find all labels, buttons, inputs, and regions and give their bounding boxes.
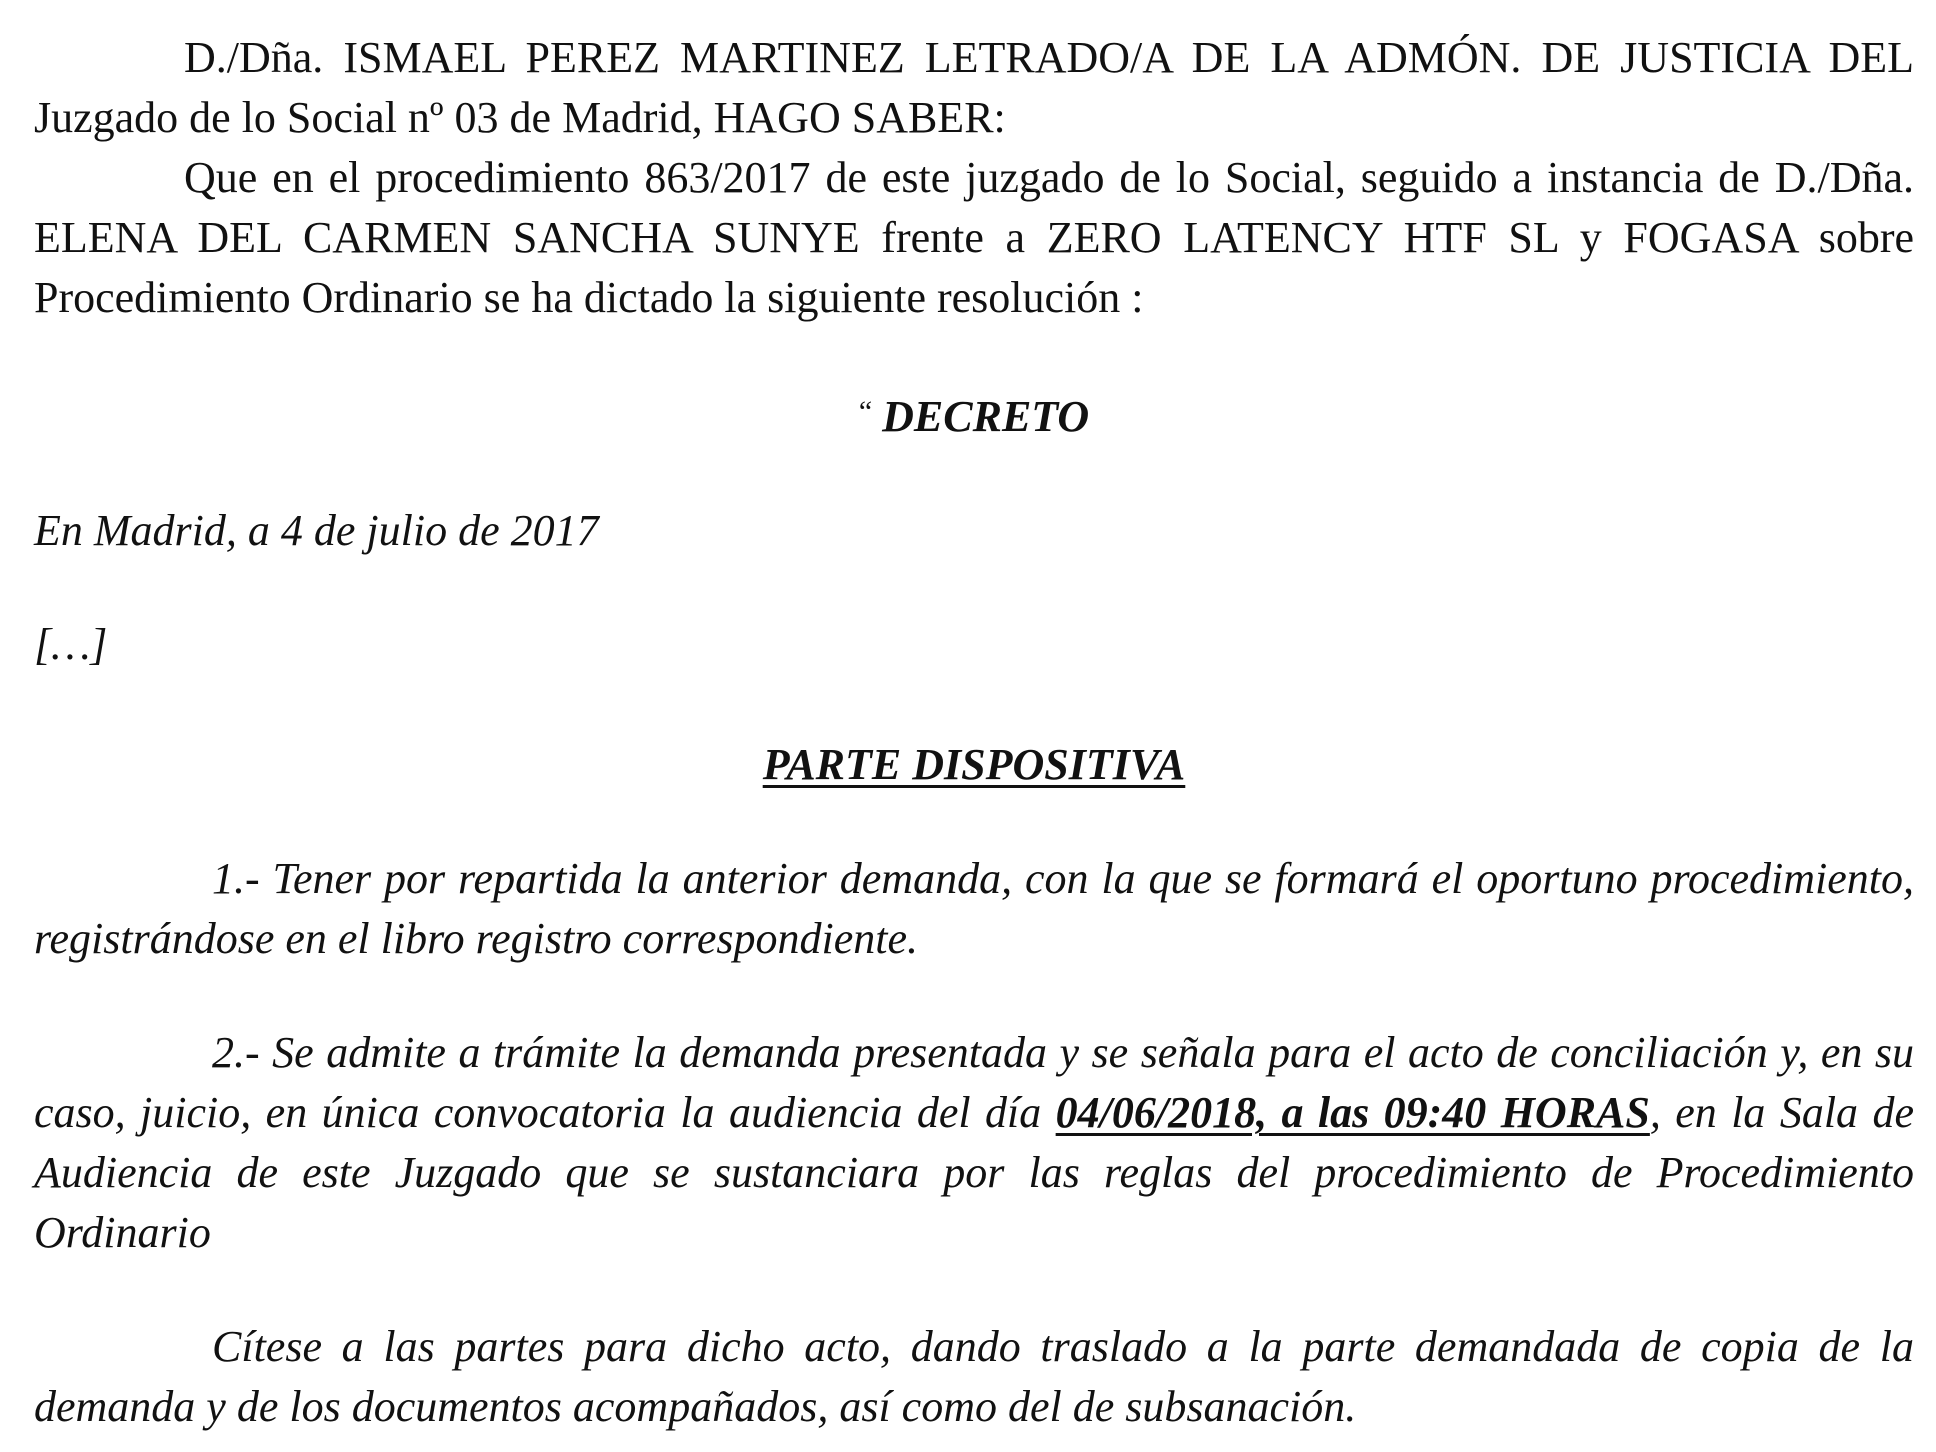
dispositive-item-1: 1.- Tener por repartida la anterior demanda, con la que se formará el oportuno procedimiento, registrándose en el libro registro correspondiente. bbox=[34, 854, 1914, 963]
hearing-date-highlight: 04/06/2018, a las 09:40 HORAS bbox=[1055, 1088, 1650, 1137]
dispositive-item-3: Cítese a las partes para dicho acto, dando traslado a la parte demandada de copia de la demanda y de los documentos acompañados, así como del de subsanación. bbox=[34, 1322, 1914, 1431]
decree-title bbox=[34, 382, 1914, 447]
header-paragraph: D./Dña. ISMAEL PEREZ MARTINEZ LETRADO/A DE LA ADMÓN. DE JUSTICIA DEL Juzgado de lo Social nº 03 de Madrid, HAGO SABER: bbox=[34, 33, 1914, 142]
ellipsis: […] bbox=[34, 620, 108, 669]
item-2-text-end: , en la Sala de Audiencia de este Juzgado que se sustanciara por las reglas del procedimiento de Procedimiento Ordinario bbox=[34, 1088, 1914, 1257]
dispositive-item-2 bbox=[34, 1023, 1914, 1263]
open-quote: “ bbox=[858, 395, 873, 428]
intro-paragraph: Que en el procedimiento 863/2017 de este juzgado de lo Social, seguido a instancia de D./Dña. ELENA DEL CARMEN SANCHA SUNYE frente a ZERO LATENCY HTF SL y FOGASA sobre Procedimiento Ordinario se ha dictado la siguiente resolución : bbox=[34, 153, 1914, 322]
decree-date: En Madrid, a 4 de julio de 2017 bbox=[34, 506, 599, 555]
item-2-text-start: 2.- Se admite a trámite la demanda presentada y se señala para el acto de conciliación y, en su caso, juicio, en única convocatoria la audiencia del día bbox=[34, 1028, 1914, 1137]
dispositive-heading-text: PARTE DISPOSITIVA bbox=[762, 740, 1186, 789]
decree-title-text: DECRETO bbox=[882, 392, 1090, 441]
dispositive-heading bbox=[34, 735, 1914, 795]
